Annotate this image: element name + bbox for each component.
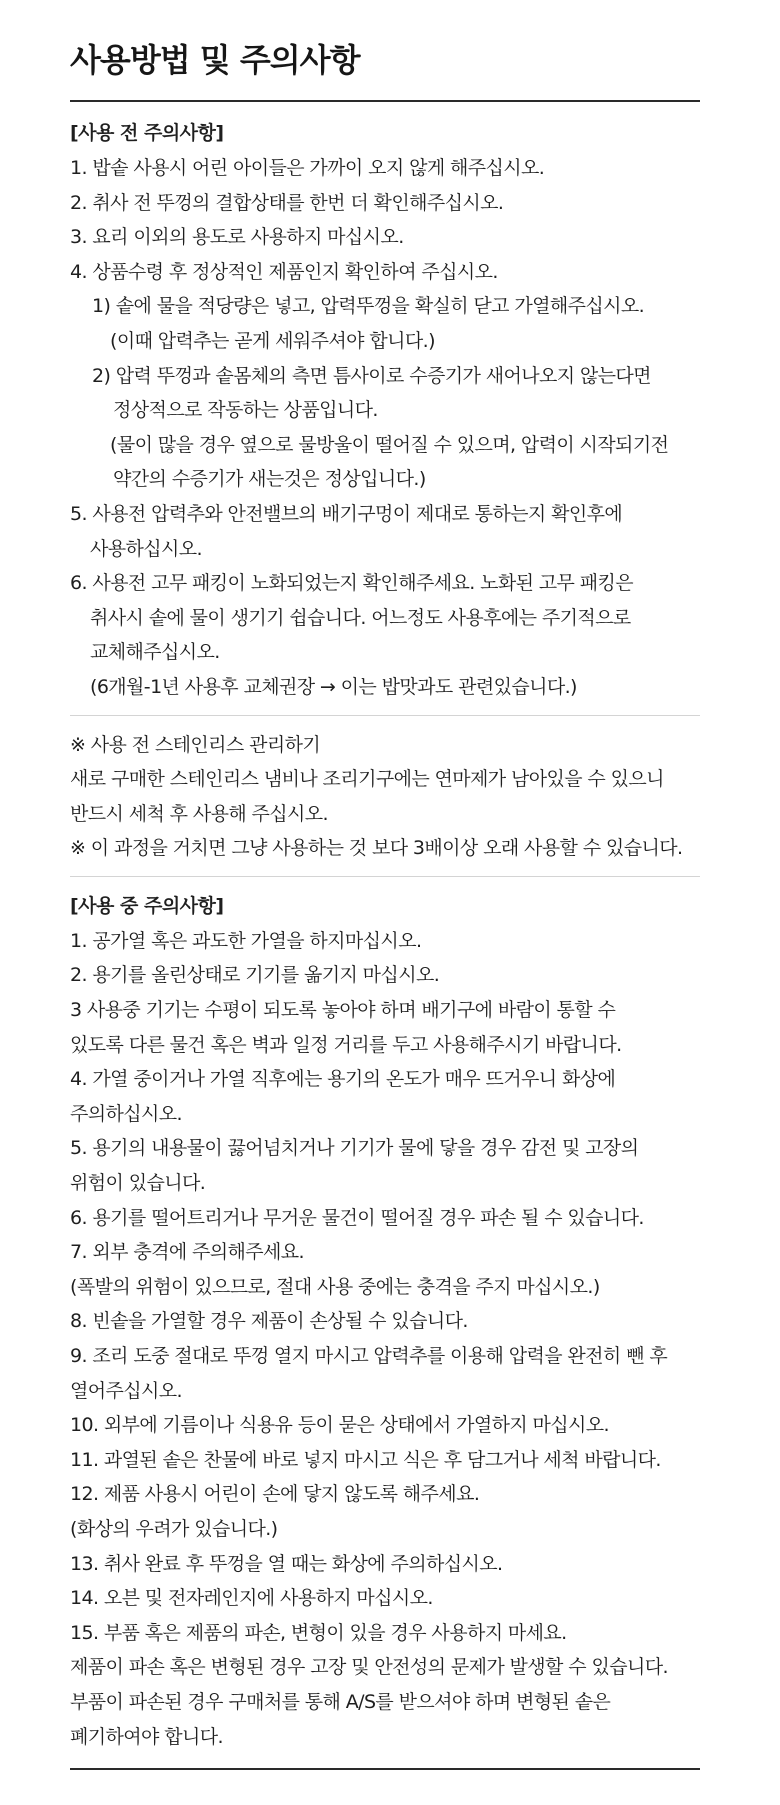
text-line: 2. 취사 전 뚜껑의 결합상태를 한번 더 확인해주십시오. [70,191,504,214]
text-line: 부품이 파손된 경우 구매처를 통해 A/S를 받으셔야 하며 변형된 솥은 [70,1690,611,1713]
text-line: 약간의 수증기가 새는것은 정상입니다.) [113,468,426,491]
title-divider [70,100,700,102]
text-line: 5. 용기의 내용물이 끓어넘치거나 기기가 물에 닿을 경우 감전 및 고장의 [70,1137,639,1160]
before-use-list [70,151,780,705]
text-line: 13. 취사 완료 후 뚜껑을 열 때는 화상에 주의하십시오. [70,1552,503,1575]
stainless-care-section [70,728,780,866]
during-use-list [70,924,780,1754]
text-line: (폭발의 위험이 있으므로, 절대 사용 중에는 충격을 주지 마십시오.) [70,1275,600,1298]
text-line: 4. 가열 중이거나 가열 직후에는 용기의 온도가 매우 뜨거우니 화상에 [70,1068,616,1091]
text-line: 교체해주십시오. [90,641,220,664]
text-line: 6. 용기를 떨어트리거나 무거운 물건이 떨어질 경우 파손 될 수 있습니다. [70,1206,644,1229]
before-use-section [70,116,780,705]
text-line: (이때 압력추는 곧게 세워주셔야 합니다.) [110,329,435,352]
text-line: 2. 용기를 올린상태로 기기를 옮기지 마십시오. [70,964,440,987]
section-divider [70,715,700,716]
text-line: (물이 많을 경우 옆으로 물방울이 떨어질 수 있으며, 압력이 시작되기전 [110,433,669,456]
text-line: 1) 솥에 물을 적당량은 넣고, 압력뚜껑을 확실히 닫고 가열해주십시오. [92,295,645,318]
text-line: 사용하십시오. [90,537,202,560]
text-line: 1. 밥솥 사용시 어린 아이들은 가까이 오지 않게 해주십시오. [70,157,545,179]
text-line: 10. 외부에 기름이나 식용유 등이 묻은 상태에서 가열하지 마십시오. [70,1414,609,1437]
text-line: 열어주십시오. [70,1379,182,1402]
text-line: 있도록 다른 물건 혹은 벽과 일정 거리를 두고 사용해주시기 바랍니다. [70,1033,622,1056]
text-line: 3. 요리 이외의 용도로 사용하지 마십시오. [70,226,404,249]
text-line: 주의하십시오. [70,1102,182,1125]
text-line: 2) 압력 뚜껑과 솥몸체의 측면 틈사이로 수증기가 새어나오지 않는다면 [92,364,651,387]
text-line: 8. 빈솥을 가열할 경우 제품이 손상될 수 있습니다. [70,1310,468,1333]
text-line: 14. 오븐 및 전자레인지에 사용하지 마십시오. [70,1587,433,1610]
text-line: 위험이 있습니다. [70,1172,206,1195]
text-line: ※ 사용 전 스테인리스 관리하기 [70,733,321,756]
bottom-divider [70,1768,700,1770]
text-line: 정상적으로 작동하는 상품입니다. [113,399,378,422]
text-line: 새로 구매한 스테인리스 냄비나 조리기구에는 연마제가 남아있을 수 있으니 [70,768,664,791]
text-line: 4. 상품수령 후 정상적인 제품인지 확인하여 주십시오. [70,260,498,283]
text-line: (화상의 우려가 있습니다.) [70,1517,278,1540]
text-line: 6. 사용전 고무 패킹이 노화되었는지 확인해주세요. 노화된 고무 패킹은 [70,572,633,595]
text-line: 1. 공가열 혹은 과도한 가열을 하지마십시오. [70,929,422,952]
text-line: 취사시 솥에 물이 생기기 쉽습니다. 어느정도 사용후에는 주기적으로 [90,606,631,629]
text-line: 반드시 세척 후 사용해 주십시오. [70,802,329,825]
page-title: 사용방법 및 주의사항 [70,41,360,79]
text-line: 폐기하여야 합니다. [70,1725,223,1748]
text-line: 제품이 파손 혹은 변형된 경우 고장 및 안전성의 문제가 발생할 수 있습니다. [70,1656,668,1679]
text-line: 5. 사용전 압력추와 안전밸브의 배기구멍이 제대로 통하는지 확인후에 [70,502,623,525]
section-heading: [사용 중 주의사항] [70,894,224,917]
text-line: (6개월-1년 사용후 교체권장 → 이는 밥맛과도 관련있습니다.) [90,675,577,698]
text-line: 3 사용중 기기는 수평이 되도록 놓아야 하며 배기구에 바람이 통할 수 [70,999,616,1022]
section-heading: [사용 전 주의사항] [70,122,224,144]
text-line: 12. 제품 사용시 어린이 손에 닿지 않도록 해주세요. [70,1483,480,1506]
text-line: ※ 이 과정을 거치면 그냥 사용하는 것 보다 3배이상 오래 사용할 수 있습니다. [70,837,683,860]
text-line: 7. 외부 충격에 주의해주세요. [70,1241,304,1264]
section-divider [70,876,700,877]
text-line: 15. 부품 혹은 제품의 파손, 변형이 있을 경우 사용하지 마세요. [70,1621,567,1644]
during-use-section [70,889,780,1754]
text-line: 9. 조리 도중 절대로 뚜껑 열지 마시고 압력추를 이용해 압력을 완전히 뺀 후 [70,1345,668,1367]
text-line: 11. 과열된 솥은 찬물에 바로 넣지 마시고 식은 후 담그거나 세척 바랍니다. [70,1448,661,1471]
stainless-care-list [70,728,780,866]
